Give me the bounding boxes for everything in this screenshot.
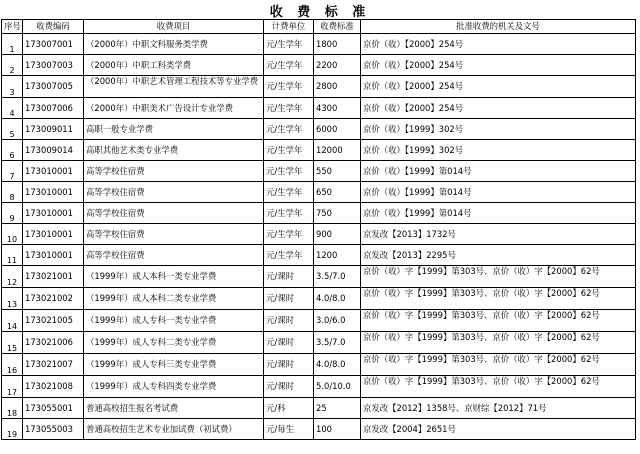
cell-authority: 京发改【2013】2295号 (361, 245, 636, 266)
cell-code: 173010001 (23, 203, 84, 224)
cell-code: 173007005 (23, 76, 84, 98)
table-row (2, 419, 636, 440)
table-row (2, 245, 636, 266)
cell-unit: 元/课时 (264, 332, 314, 354)
cell-code: 173007003 (23, 55, 84, 76)
cell-item: （1999年）成人本科二类专业学费 (84, 288, 264, 310)
cell-code: 173010001 (23, 224, 84, 245)
cell-item: 高等学校住宿费 (84, 182, 264, 203)
cell-seq: 12 (2, 266, 23, 288)
cell-seq: 7 (2, 161, 23, 182)
cell-seq: 18 (2, 398, 23, 419)
cell-code: 173055001 (23, 398, 84, 419)
cell-unit: 元/课时 (264, 288, 314, 310)
cell-code: 173007001 (23, 34, 84, 55)
cell-standard: 1200 (314, 245, 361, 266)
cell-code: 173007006 (23, 98, 84, 119)
cell-item: 普通高校招生报名考试费 (84, 398, 264, 419)
cell-standard: 4300 (314, 98, 361, 119)
cell-seq: 2 (2, 55, 23, 76)
table-row (2, 182, 636, 203)
cell-unit: 元/生学年 (264, 34, 314, 55)
cell-authority: 京价（收）【2000】254号 (361, 98, 636, 119)
cell-authority: 京价（收）【1999】第014号 (361, 161, 636, 182)
cell-standard: 750 (314, 203, 361, 224)
cell-standard: 4.0/8.0 (314, 354, 361, 376)
cell-item: 高等学校住宿费 (84, 224, 264, 245)
cell-authority: 京价（收）【2000】254号 (361, 55, 636, 76)
cell-item: （1999年）成人专科四类专业学费 (84, 376, 264, 398)
cell-seq: 6 (2, 140, 23, 161)
cell-unit: 元/生学年 (264, 98, 314, 119)
cell-code: 173021001 (23, 266, 84, 288)
cell-code: 173021007 (23, 354, 84, 376)
cell-seq: 9 (2, 203, 23, 224)
cell-authority: 京价（收）【1999】第014号 (361, 203, 636, 224)
cell-code: 173055003 (23, 419, 84, 440)
cell-code: 173021008 (23, 376, 84, 398)
cell-standard: 550 (314, 161, 361, 182)
cell-code: 173009014 (23, 140, 84, 161)
cell-item: （2000年）中职文科服务类学费 (84, 34, 264, 55)
cell-seq: 17 (2, 376, 23, 398)
cell-item: 高等学校住宿费 (84, 161, 264, 182)
cell-item: （2000年）中职艺术管理工程技术等专业学费 (84, 76, 264, 98)
cell-seq: 1 (2, 34, 23, 55)
cell-authority: 京发改【2013】1732号 (361, 224, 636, 245)
cell-unit: 元/生学年 (264, 76, 314, 98)
table-row (2, 76, 636, 98)
cell-item: （1999年）成人专科二类专业学费 (84, 332, 264, 354)
col-header-code: 收费编码 (23, 20, 84, 34)
cell-authority: 京价（收）【1999】第014号 (361, 182, 636, 203)
col-header-authority: 批准收费的机关及文号 (361, 20, 636, 34)
cell-code: 173010001 (23, 245, 84, 266)
cell-standard: 3.5/7.0 (314, 332, 361, 354)
table-row (2, 34, 636, 55)
cell-item: （1999年）成人专科三类专业学费 (84, 354, 264, 376)
cell-standard: 100 (314, 419, 361, 440)
cell-unit: 元/每生 (264, 419, 314, 440)
table-row (2, 140, 636, 161)
cell-standard: 6000 (314, 119, 361, 140)
cell-authority: 京发改【2004】2651号 (361, 419, 636, 440)
cell-unit: 元/课时 (264, 266, 314, 288)
cell-seq: 10 (2, 224, 23, 245)
cell-standard: 1800 (314, 34, 361, 55)
table-row (2, 398, 636, 419)
cell-standard: 3.0/6.0 (314, 310, 361, 332)
cell-authority: 京价（收）字【1999】第303号、京价（收）字【2000】62号 (361, 288, 636, 310)
cell-unit: 元/科 (264, 398, 314, 419)
cell-standard: 900 (314, 224, 361, 245)
cell-item: （2000年）中职工科类学费 (84, 55, 264, 76)
cell-unit: 元/课时 (264, 376, 314, 398)
table-row (2, 55, 636, 76)
cell-standard: 2800 (314, 76, 361, 98)
cell-code: 173010001 (23, 161, 84, 182)
table-row (2, 376, 636, 398)
table-row (2, 332, 636, 354)
cell-seq: 14 (2, 310, 23, 332)
cell-authority: 京发改【2012】1358号、京财综【2012】71号 (361, 398, 636, 419)
cell-seq: 3 (2, 76, 23, 98)
cell-authority: 京价（收）【2000】254号 (361, 34, 636, 55)
cell-item: （1999年）成人专科一类专业学费 (84, 310, 264, 332)
cell-standard: 3.5/7.0 (314, 266, 361, 288)
page-title: 收 费 标 准 (269, 5, 371, 20)
col-header-unit: 计费单位 (264, 20, 314, 34)
cell-unit: 元/生学年 (264, 161, 314, 182)
table-row (2, 354, 636, 376)
col-header-standard: 收费标准 (314, 20, 361, 34)
cell-authority: 京价（收）字【1999】第303号、京价（收）字【2000】62号 (361, 376, 636, 398)
cell-unit: 元/生学年 (264, 224, 314, 245)
cell-unit: 元/生学年 (264, 245, 314, 266)
cell-seq: 19 (2, 419, 23, 440)
table-row (2, 98, 636, 119)
table-row (2, 310, 636, 332)
cell-seq: 11 (2, 245, 23, 266)
cell-unit: 元/生学年 (264, 140, 314, 161)
table-row (2, 288, 636, 310)
cell-item: 高职一般专业学费 (84, 119, 264, 140)
cell-code: 173010001 (23, 182, 84, 203)
table-row (2, 119, 636, 140)
cell-authority: 京价（收）字【1999】第303号、京价（收）字【2000】62号 (361, 332, 636, 354)
cell-unit: 元/生学年 (264, 203, 314, 224)
cell-standard: 5.0/10.0 (314, 376, 361, 398)
cell-authority: 京价（收）【1999】302号 (361, 140, 636, 161)
cell-authority: 京价（收）字【1999】第303号、京价（收）字【2000】62号 (361, 310, 636, 332)
cell-code: 173009011 (23, 119, 84, 140)
cell-standard: 25 (314, 398, 361, 419)
cell-item: （1999年）成人本科一类专业学费 (84, 266, 264, 288)
cell-unit: 元/课时 (264, 310, 314, 332)
cell-standard: 650 (314, 182, 361, 203)
cell-seq: 15 (2, 332, 23, 354)
cell-authority: 京价（收）【1999】302号 (361, 119, 636, 140)
cell-seq: 8 (2, 182, 23, 203)
cell-code: 173021005 (23, 310, 84, 332)
cell-seq: 16 (2, 354, 23, 376)
cell-item: 高等学校住宿费 (84, 203, 264, 224)
cell-code: 173021002 (23, 288, 84, 310)
fee-table (1, 19, 636, 440)
col-header-item: 收费项目 (84, 20, 264, 34)
cell-item: 高职其他艺术类专业学费 (84, 140, 264, 161)
cell-item: （2000年）中职美术广告设计专业学费 (84, 98, 264, 119)
cell-standard: 12000 (314, 140, 361, 161)
cell-authority: 京价（收）【2000】254号 (361, 76, 636, 98)
cell-seq: 4 (2, 98, 23, 119)
table-row (2, 203, 636, 224)
cell-item: 高等学校住宿费 (84, 245, 264, 266)
table-row (2, 161, 636, 182)
cell-item: 普通高校招生艺术专业加试费（初试费） (84, 419, 264, 440)
table-row (2, 224, 636, 245)
cell-unit: 元/生学年 (264, 119, 314, 140)
cell-standard: 2200 (314, 55, 361, 76)
cell-seq: 13 (2, 288, 23, 310)
cell-seq: 5 (2, 119, 23, 140)
cell-standard: 4.0/8.0 (314, 288, 361, 310)
table-row (2, 266, 636, 288)
cell-authority: 京价（收）字【1999】第303号、京价（收）字【2000】62号 (361, 266, 636, 288)
col-header-seq: 序号 (2, 20, 23, 34)
table-header-row (2, 20, 636, 34)
cell-unit: 元/生学年 (264, 55, 314, 76)
cell-unit: 元/生学年 (264, 182, 314, 203)
cell-authority: 京价（收）字【1999】第303号、京价（收）字【2000】62号 (361, 354, 636, 376)
cell-unit: 元/课时 (264, 354, 314, 376)
cell-code: 173021006 (23, 332, 84, 354)
